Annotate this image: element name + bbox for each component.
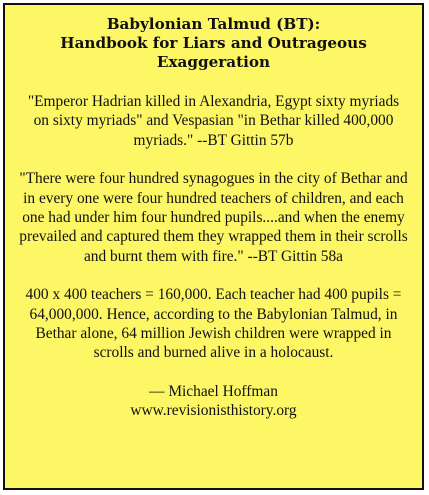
author-name: — Michael Hoffman (149, 382, 278, 400)
card-title (19, 15, 408, 72)
quote-card (3, 3, 424, 490)
website-text: www.revisionisthistory.org (130, 402, 297, 420)
title-line-2: Handbook for Liars and Outrageous (60, 34, 367, 52)
title-line-1: Babylonian Talmud (BT): (106, 15, 321, 33)
calculation-paragraph: 400 x 400 teachers = 160,000. Each teacher had 400 pupils = 64,000,000. Hence, according to the Babylonian Talmud, in Bethar alone, 64 million Jewish children were wrapped in scrolls and burned alive in a holocaust. (25, 286, 402, 362)
quote-paragraph-hadrian: "Emperor Hadrian killed in Alexandria, Egypt sixty myriads on sixty myriads" and Vespasian "in Bethar killed 400,000 myriads." --BT Gittin 57b (27, 93, 400, 149)
title-line-3: Exaggeration (156, 53, 271, 71)
quote-paragraph-synagogues: "There were four hundred synagogues in the city of Bethar and in every one were four hundred teachers of children, and each one had under him four hundred pupils....and when the enemy prevailed and captured them they wrapped them in their scrolls and burnt them with fire." --BT Gittin 58a (19, 170, 408, 265)
signature-block (19, 382, 408, 421)
